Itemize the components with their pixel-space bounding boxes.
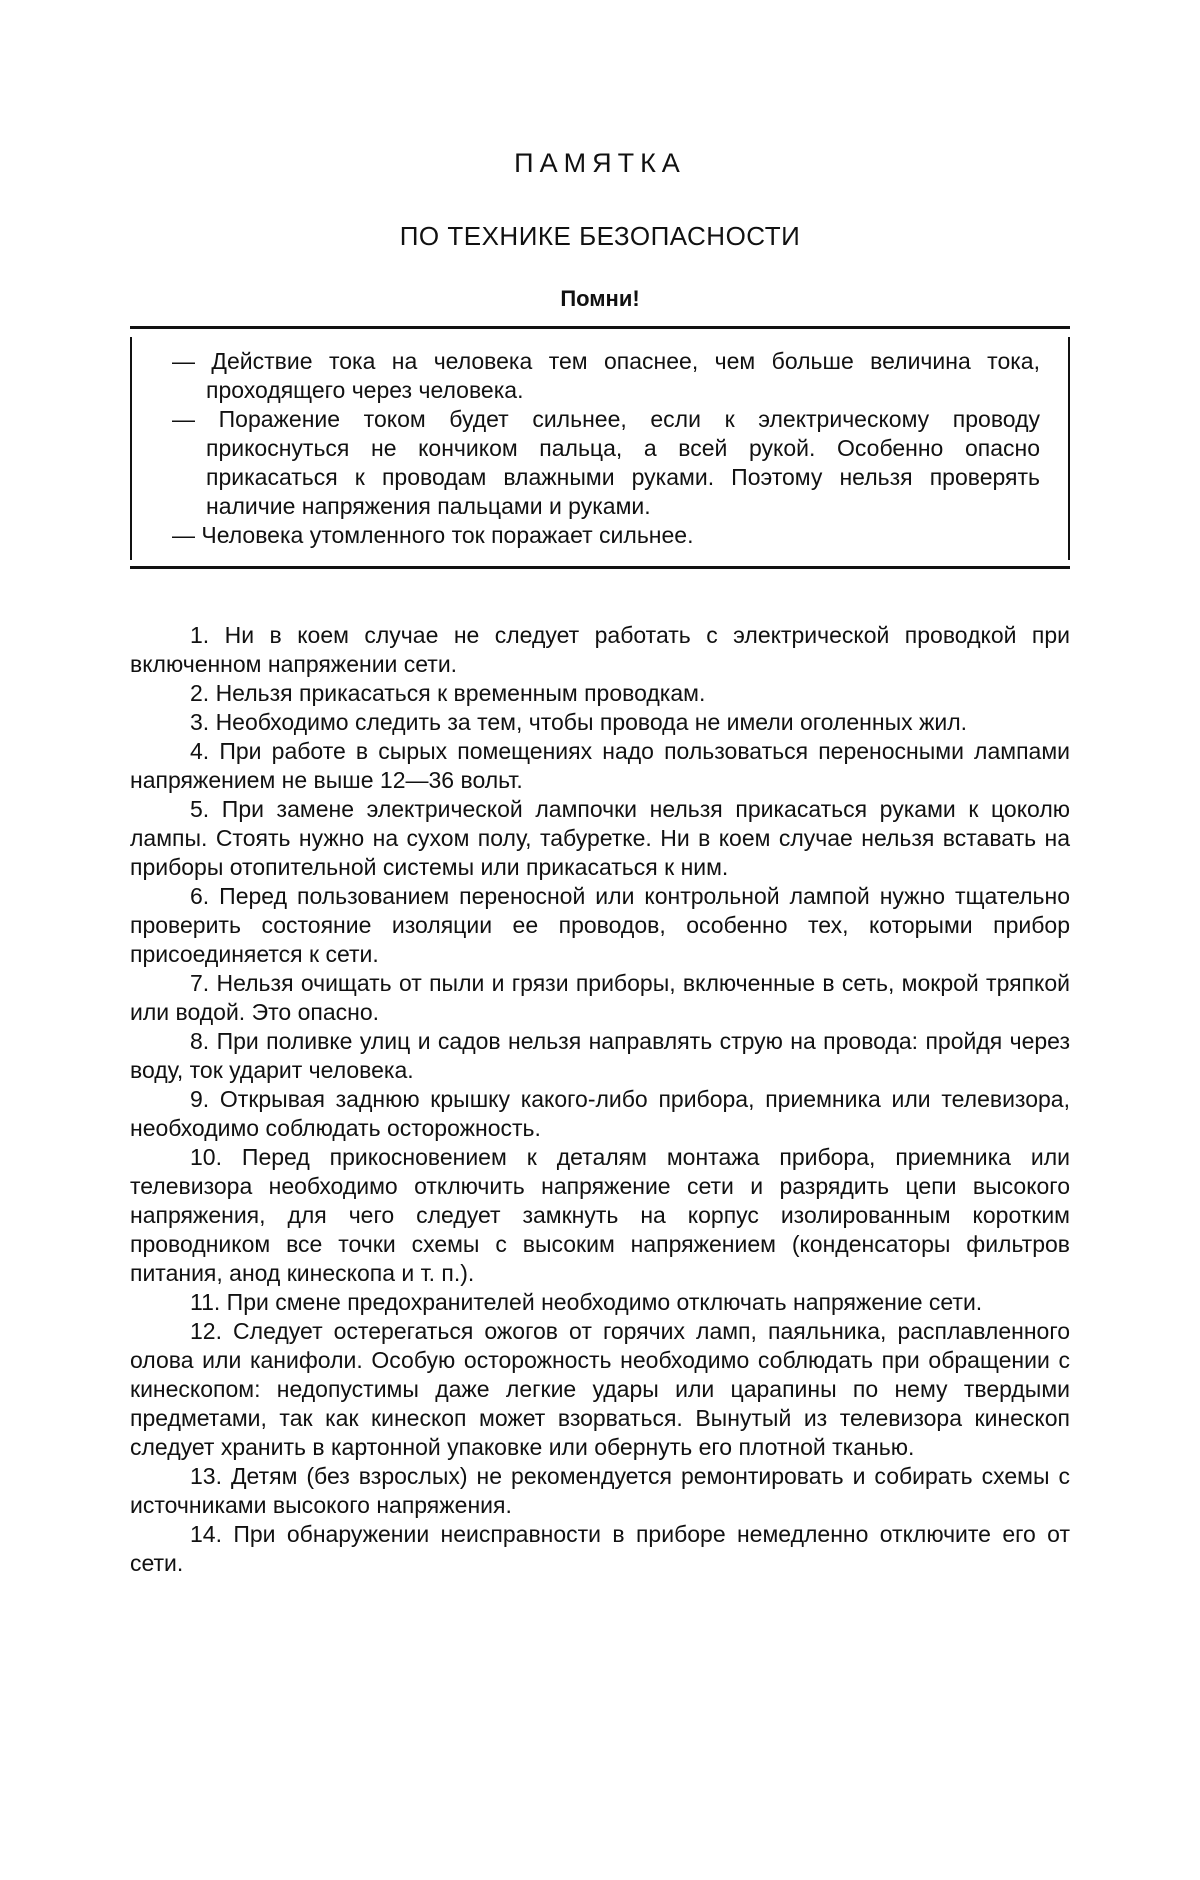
document-page (130, 0, 1070, 1578)
rule-item: 10. Перед прикосновением к деталям монтажа прибора, приемника или телевизора необходимо отключить напряжение сети и разрядить цепи высокого напряжения, для чего следует замкнуть на корпус изолированным коротким проводником все точки схемы с высоким напряжением (конденсаторы фильтров питания, анод кинескопа и т. п.). (130, 1144, 1070, 1286)
box-top-rule (130, 326, 1070, 329)
rule-item: 1. Ни в коем случае не следует работать с электрической проводкой при включенном напряжении сети. (130, 622, 1070, 677)
warning-box (130, 337, 1070, 560)
rules-list (130, 621, 1070, 1578)
rule-item: 13. Детям (без взрослых) не рекомендуется ремонтировать и собирать схемы с источниками высокого напряжения. (130, 1463, 1070, 1518)
warning-item: — Действие тока на человека тем опаснее, чем больше величина тока, проходящего через человека. (172, 348, 1040, 403)
box-bottom-rule (130, 566, 1070, 569)
rule-item: 14. При обнаружении неисправности в приборе немедленно отключите его от сети. (130, 1521, 1070, 1576)
rule-item: 9. Открывая заднюю крышку какого-либо прибора, приемника или телевизора, необходимо соблюдать осторожность. (130, 1086, 1070, 1141)
rule-item: 11. При смене предохранителей необходимо отключать напряжение сети. (190, 1289, 983, 1315)
rule-item: 2. Нельзя прикасаться к временным проводкам. (190, 680, 706, 706)
rule-item: 5. При замене электрической лампочки нельзя прикасаться руками к цоколю лампы. Стоять нужно на сухом полу, табуретке. Ни в коем случае нельзя вставать на приборы отопительной системы или прикасаться к ним. (130, 796, 1070, 880)
rule-item: 3. Необходимо следить за тем, чтобы провода не имели оголенных жил. (190, 709, 968, 735)
rule-item: 8. При поливке улиц и садов нельзя направлять струю на провода: пройдя через воду, ток ударит человека. (130, 1028, 1070, 1083)
remember-heading: Помни! (560, 286, 640, 311)
warning-item: — Человека утомленного ток поражает сильнее. (172, 522, 694, 548)
page-subtitle: ПО ТЕХНИКЕ БЕЗОПАСНОСТИ (399, 221, 801, 251)
rule-item: 7. Нельзя очищать от пыли и грязи приборы, включенные в сеть, мокрой тряпкой или водой. Это опасно. (130, 970, 1070, 1025)
rule-item: 4. При работе в сырых помещениях надо пользоваться переносными лампами напряжением не выше 12—36 вольт. (130, 738, 1070, 793)
rule-item: 6. Перед пользованием переносной или контрольной лампой нужно тщательно проверить состояние изоляции ее проводов, особенно тех, которыми прибор присоединяется к сети. (130, 883, 1070, 967)
warning-item: — Поражение током будет сильнее, если к электрическому проводу прикоснуться не кончиком пальца, а всей рукой. Особенно опасно прикасаться к проводам влажными руками. Поэтому нельзя проверять наличие напряжения пальцами и руками. (172, 406, 1040, 519)
rule-item: 12. Следует остерегаться ожогов от горячих ламп, паяльника, расплавленного олова или канифоли. Особую осторожность необходимо соблюдать при обращении с кинескопом: недопустимы даже легкие удары или царапины по нему твердыми предметами, так как кинескоп может взорваться. Вынутый из телевизора кинескоп следует хранить в картонной упаковке или обернуть его плотной тканью. (130, 1318, 1070, 1460)
page-title: ПАМЯТКА (514, 148, 686, 178)
